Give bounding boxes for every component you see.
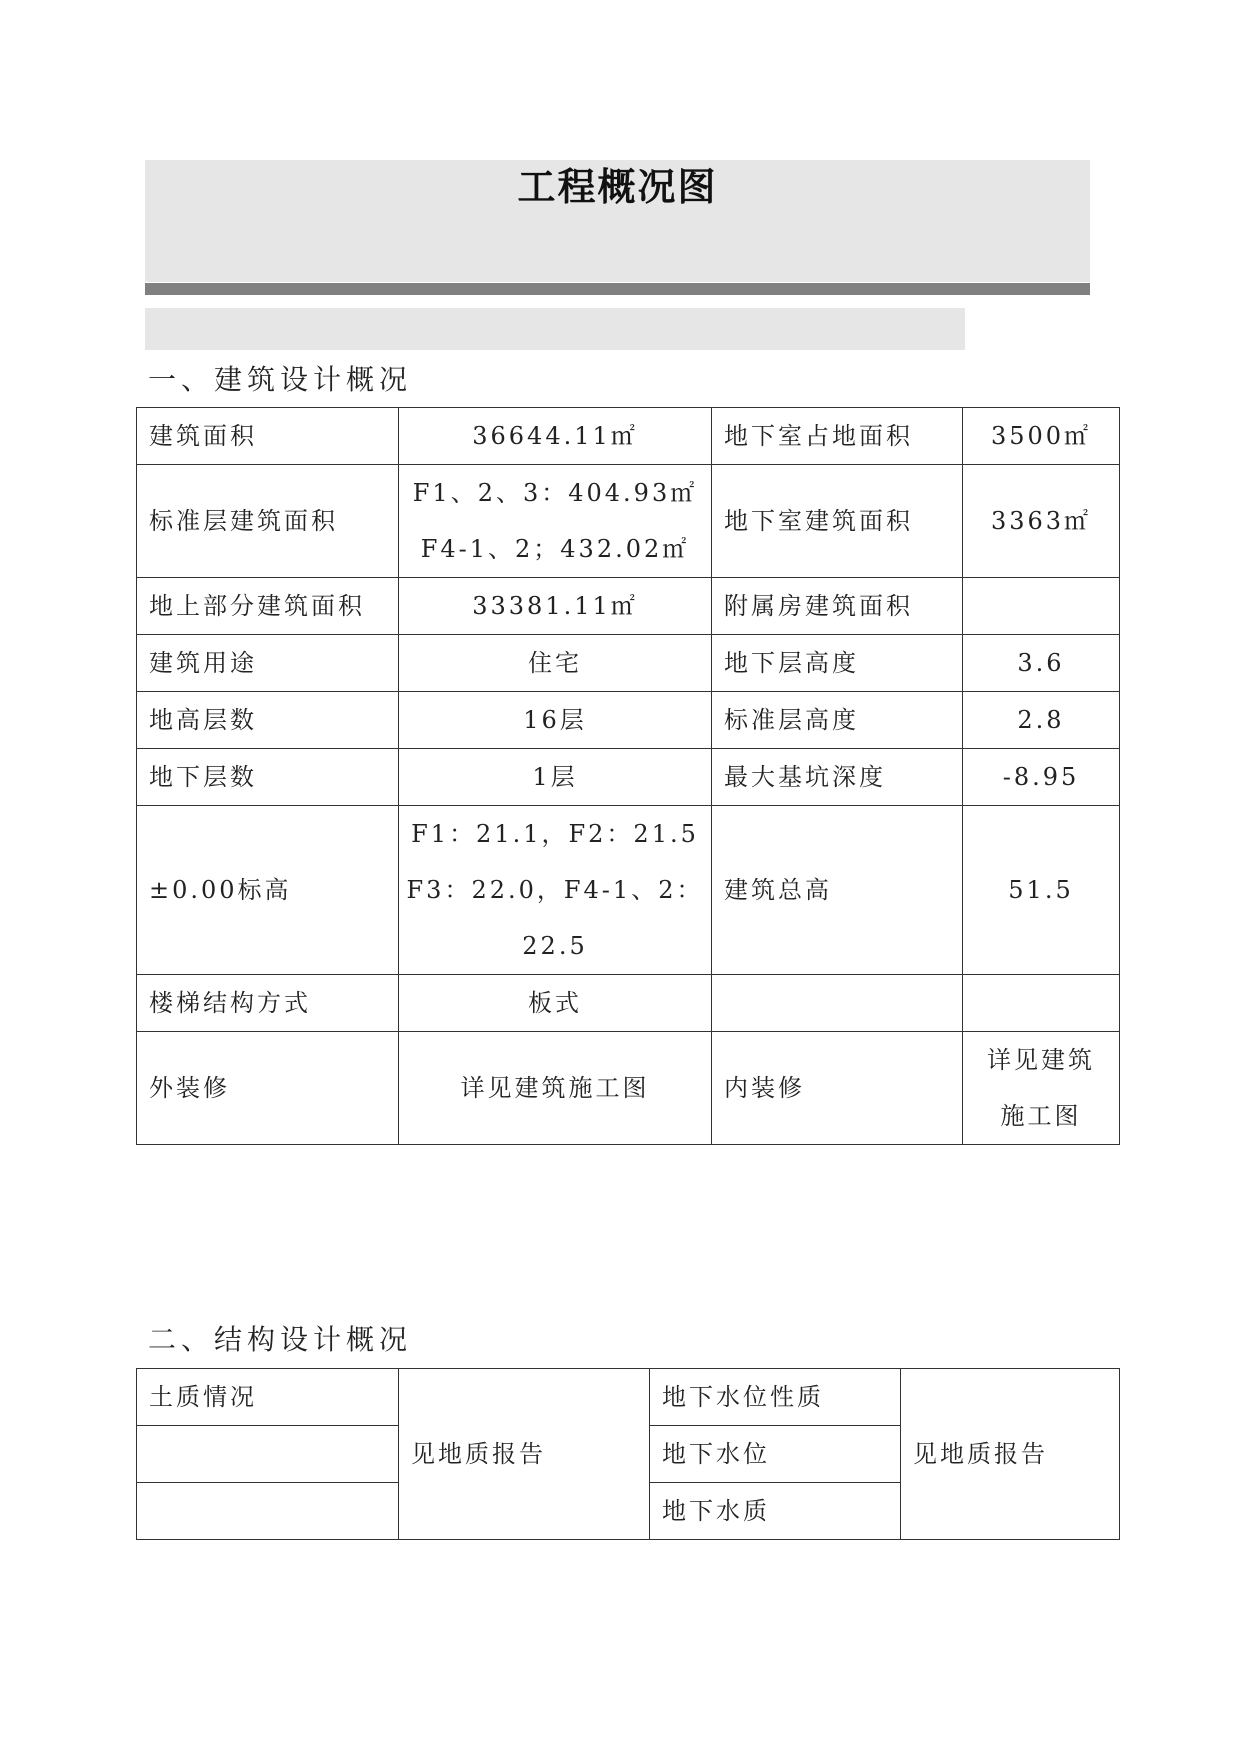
cell-label: 标准层高度 bbox=[712, 692, 963, 749]
cell-line: F3：22.0，F4-1、2： bbox=[406, 876, 704, 904]
cell-value: 33381.11㎡ bbox=[399, 578, 712, 635]
cell-value bbox=[399, 806, 712, 975]
cell-label: 土质情况 bbox=[137, 1369, 399, 1426]
subtitle-band bbox=[145, 308, 965, 350]
cell-label: 建筑用途 bbox=[137, 635, 399, 692]
cell-line: 施工图 bbox=[1000, 1102, 1082, 1130]
cell-label: 地下室占地面积 bbox=[712, 408, 963, 465]
cell-label: 附属房建筑面积 bbox=[712, 578, 963, 635]
cell-label: 标准层建筑面积 bbox=[137, 465, 399, 578]
table-row bbox=[137, 975, 1120, 1032]
table-row bbox=[137, 692, 1120, 749]
cell-label: 内装修 bbox=[712, 1032, 963, 1145]
table-row bbox=[137, 635, 1120, 692]
cell-label: 地高层数 bbox=[137, 692, 399, 749]
table-row bbox=[137, 1369, 1120, 1426]
section-heading-structure: 二、结构设计概况 bbox=[148, 1323, 413, 1356]
title-band bbox=[145, 160, 1090, 282]
cell-value: 16层 bbox=[399, 692, 712, 749]
cell-value bbox=[399, 465, 712, 578]
structure-overview-table bbox=[136, 1368, 1120, 1540]
section-heading-architecture: 一、建筑设计概况 bbox=[148, 363, 413, 396]
table-row bbox=[137, 465, 1120, 578]
architecture-overview-table bbox=[136, 407, 1120, 1145]
cell-line: F4-1、2；432.02㎡ bbox=[420, 535, 690, 563]
table-row bbox=[137, 578, 1120, 635]
cell-label: 最大基坑深度 bbox=[712, 749, 963, 806]
cell-label: 地下水质 bbox=[650, 1483, 901, 1540]
cell-label: 地下水位 bbox=[650, 1426, 901, 1483]
table-row bbox=[137, 408, 1120, 465]
cell-value: 36644.11㎡ bbox=[399, 408, 712, 465]
cell-value bbox=[963, 578, 1120, 635]
cell-value: 51.5 bbox=[963, 806, 1120, 975]
cell-value: 见地质报告 bbox=[399, 1369, 650, 1540]
cell-label: 地下室建筑面积 bbox=[712, 465, 963, 578]
cell-value: 3363㎡ bbox=[963, 465, 1120, 578]
cell-label: 建筑面积 bbox=[137, 408, 399, 465]
cell-value: 见地质报告 bbox=[901, 1369, 1120, 1540]
table-row bbox=[137, 749, 1120, 806]
cell-empty bbox=[963, 975, 1120, 1032]
cell-empty bbox=[137, 1483, 399, 1540]
cell-label: 外装修 bbox=[137, 1032, 399, 1145]
cell-line: 详见建筑 bbox=[987, 1046, 1095, 1074]
title-underline-bar bbox=[145, 283, 1090, 295]
cell-label: 楼梯结构方式 bbox=[137, 975, 399, 1032]
cell-line: 22.5 bbox=[522, 932, 588, 960]
cell-line: F1、2、3：404.93㎡ bbox=[412, 479, 698, 507]
cell-empty bbox=[712, 975, 963, 1032]
cell-value: 3500㎡ bbox=[963, 408, 1120, 465]
cell-value: -8.95 bbox=[963, 749, 1120, 806]
table-row bbox=[137, 1032, 1120, 1145]
cell-value: 2.8 bbox=[963, 692, 1120, 749]
cell-empty bbox=[137, 1426, 399, 1483]
cell-label: 地下水位性质 bbox=[650, 1369, 901, 1426]
cell-label: 地下层数 bbox=[137, 749, 399, 806]
cell-label: 建筑总高 bbox=[712, 806, 963, 975]
cell-value: 住宅 bbox=[399, 635, 712, 692]
cell-label: 地上部分建筑面积 bbox=[137, 578, 399, 635]
page-title: 工程概况图 bbox=[517, 165, 718, 209]
cell-value: 板式 bbox=[399, 975, 712, 1032]
table-row bbox=[137, 806, 1120, 975]
cell-value: 3.6 bbox=[963, 635, 1120, 692]
cell-value bbox=[963, 1032, 1120, 1145]
cell-label: 地下层高度 bbox=[712, 635, 963, 692]
cell-label: ±0.00标高 bbox=[137, 806, 399, 975]
cell-line: F1：21.1，F2：21.5 bbox=[411, 820, 699, 848]
cell-value: 详见建筑施工图 bbox=[399, 1032, 712, 1145]
cell-value: 1层 bbox=[399, 749, 712, 806]
